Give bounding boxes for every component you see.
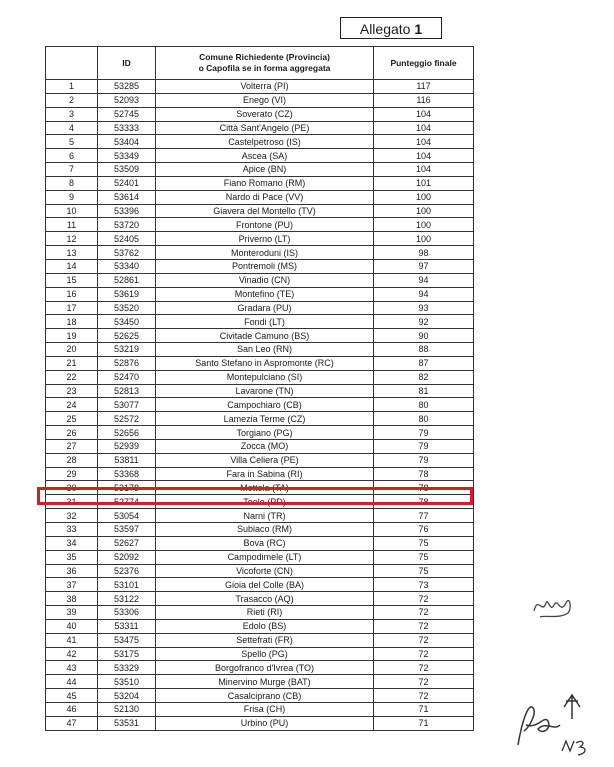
table-row [46, 592, 474, 606]
rank-cell: 21 [46, 356, 98, 370]
score-cell: 93 [374, 301, 474, 315]
comune-cell: Frisa (CH) [156, 702, 374, 716]
id-cell: 53520 [98, 301, 156, 315]
table-row [46, 149, 474, 163]
id-cell: 53720 [98, 218, 156, 232]
rank-cell: 26 [46, 426, 98, 440]
comune-cell: Edolo (BS) [156, 619, 374, 633]
comune-cell: Montepulciano (SI) [156, 370, 374, 384]
id-cell: 53175 [98, 647, 156, 661]
table-row [46, 176, 474, 190]
comune-cell: Fara in Sabina (RI) [156, 467, 374, 481]
table-row [46, 647, 474, 661]
comune-cell: Fiano Romano (RM) [156, 176, 374, 190]
rank-cell: 37 [46, 578, 98, 592]
rank-cell: 11 [46, 218, 98, 232]
comune-cell: Ascea (SA) [156, 149, 374, 163]
id-cell: 52405 [98, 232, 156, 246]
id-cell: 53178 [98, 481, 156, 495]
score-cell: 94 [374, 287, 474, 301]
rank-cell: 13 [46, 246, 98, 260]
score-cell: 104 [374, 135, 474, 149]
score-cell: 100 [374, 190, 474, 204]
rank-cell: 42 [46, 647, 98, 661]
score-cell: 104 [374, 163, 474, 177]
comune-cell: Borgofranco d'Ivrea (TO) [156, 661, 374, 675]
id-cell: 53349 [98, 149, 156, 163]
id-cell: 52401 [98, 176, 156, 190]
comune-cell: Settefrati (FR) [156, 633, 374, 647]
header-comune-line2: o Capofila se in forma aggregata [198, 63, 331, 73]
id-cell: 53311 [98, 619, 156, 633]
score-cell: 79 [374, 426, 474, 440]
table-row [46, 439, 474, 453]
comune-cell: Mottola (TA) [156, 481, 374, 495]
rank-cell: 31 [46, 495, 98, 509]
rank-cell: 15 [46, 273, 98, 287]
rank-cell: 25 [46, 412, 98, 426]
score-cell: 72 [374, 647, 474, 661]
score-cell: 104 [374, 121, 474, 135]
rank-cell: 19 [46, 329, 98, 343]
comune-cell: Lamezia Terme (CZ) [156, 412, 374, 426]
score-cell: 75 [374, 550, 474, 564]
rank-cell: 7 [46, 163, 98, 177]
comune-cell: Vinadio (CN) [156, 273, 374, 287]
score-cell: 72 [374, 689, 474, 703]
id-cell: 53811 [98, 453, 156, 467]
table-row [46, 606, 474, 620]
table-row [46, 619, 474, 633]
table-row [46, 246, 474, 260]
id-cell: 53597 [98, 523, 156, 537]
id-cell: 53054 [98, 509, 156, 523]
comune-cell: Urbino (PU) [156, 716, 374, 730]
rank-cell: 23 [46, 384, 98, 398]
table-row [46, 370, 474, 384]
score-cell: 75 [374, 564, 474, 578]
id-cell: 53450 [98, 315, 156, 329]
score-cell: 80 [374, 398, 474, 412]
id-cell: 52376 [98, 564, 156, 578]
rank-cell: 47 [46, 716, 98, 730]
table-row [46, 384, 474, 398]
ranking-table [45, 46, 474, 731]
score-cell: 75 [374, 536, 474, 550]
table-row [46, 426, 474, 440]
table-row [46, 398, 474, 412]
comune-cell: Spello (PG) [156, 647, 374, 661]
rank-cell: 43 [46, 661, 98, 675]
header-comune [156, 47, 374, 80]
comune-cell: Giavera del Montello (TV) [156, 204, 374, 218]
table-row [46, 564, 474, 578]
score-cell: 77 [374, 509, 474, 523]
allegato-text: Allegato [359, 21, 411, 37]
table-row [46, 633, 474, 647]
comune-cell: Montefino (TE) [156, 287, 374, 301]
id-cell: 53510 [98, 675, 156, 689]
score-cell: 72 [374, 633, 474, 647]
score-cell: 87 [374, 356, 474, 370]
comune-cell: Civitade Camuno (BS) [156, 329, 374, 343]
id-cell: 53762 [98, 246, 156, 260]
rank-cell: 24 [46, 398, 98, 412]
id-cell: 52627 [98, 536, 156, 550]
comune-cell: Minervino Murge (BAT) [156, 675, 374, 689]
table-row [46, 315, 474, 329]
rank-cell: 45 [46, 689, 98, 703]
rank-cell: 5 [46, 135, 98, 149]
comune-cell: Frontone (PU) [156, 218, 374, 232]
id-cell: 52939 [98, 439, 156, 453]
comune-cell: Campochiaro (CB) [156, 398, 374, 412]
rank-cell: 9 [46, 190, 98, 204]
score-cell: 72 [374, 675, 474, 689]
table-row [46, 481, 474, 495]
rank-cell: 1 [46, 80, 98, 94]
table-row [46, 135, 474, 149]
rank-cell: 32 [46, 509, 98, 523]
score-cell: 104 [374, 149, 474, 163]
table-row [46, 661, 474, 675]
table-row [46, 523, 474, 537]
comune-cell: Trasacco (AQ) [156, 592, 374, 606]
rank-cell: 30 [46, 481, 98, 495]
id-cell: 53333 [98, 121, 156, 135]
comune-cell: Apice (BN) [156, 163, 374, 177]
score-cell: 100 [374, 232, 474, 246]
allegato-label [340, 17, 442, 39]
score-cell: 100 [374, 218, 474, 232]
rank-cell: 40 [46, 619, 98, 633]
score-cell: 71 [374, 702, 474, 716]
table-row [46, 550, 474, 564]
score-cell: 104 [374, 107, 474, 121]
id-cell: 53619 [98, 287, 156, 301]
rank-cell: 22 [46, 370, 98, 384]
id-cell: 52092 [98, 550, 156, 564]
rank-cell: 18 [46, 315, 98, 329]
comune-cell: Gioia del Colle (BA) [156, 578, 374, 592]
score-cell: 82 [374, 370, 474, 384]
id-cell: 52813 [98, 384, 156, 398]
score-cell: 72 [374, 606, 474, 620]
score-cell: 78 [374, 467, 474, 481]
table-row [46, 495, 474, 509]
rank-cell: 39 [46, 606, 98, 620]
table-row [46, 93, 474, 107]
header-score: Punteggio finale [374, 47, 474, 80]
table-row [46, 689, 474, 703]
table-row [46, 80, 474, 94]
id-cell: 53475 [98, 633, 156, 647]
comune-cell: Enego (VI) [156, 93, 374, 107]
rank-cell: 34 [46, 536, 98, 550]
id-cell: 53204 [98, 689, 156, 703]
id-cell: 53404 [98, 135, 156, 149]
score-cell: 71 [374, 716, 474, 730]
comune-cell: Villa Celiera (PE) [156, 453, 374, 467]
comune-cell: Zocca (MO) [156, 439, 374, 453]
comune-cell: Santo Stefano in Aspromonte (RC) [156, 356, 374, 370]
comune-cell: Rieti (RI) [156, 606, 374, 620]
comune-cell: Monteroduni (IS) [156, 246, 374, 260]
id-cell: 52876 [98, 356, 156, 370]
rank-cell: 10 [46, 204, 98, 218]
comune-cell: Fondi (LT) [156, 315, 374, 329]
id-cell: 53340 [98, 259, 156, 273]
rank-cell: 44 [46, 675, 98, 689]
comune-cell: Volterra (PI) [156, 80, 374, 94]
comune-cell: Lavarone (TN) [156, 384, 374, 398]
rank-cell: 33 [46, 523, 98, 537]
score-cell: 72 [374, 592, 474, 606]
score-cell: 88 [374, 343, 474, 357]
id-cell: 53077 [98, 398, 156, 412]
score-cell: 80 [374, 412, 474, 426]
id-cell: 53306 [98, 606, 156, 620]
table-row [46, 509, 474, 523]
handwritten-initials-1 [530, 585, 578, 625]
score-cell: 72 [374, 619, 474, 633]
id-cell: 52861 [98, 273, 156, 287]
comune-cell: Priverno (LT) [156, 232, 374, 246]
score-cell: 97 [374, 259, 474, 273]
comune-cell: Casalciprano (CB) [156, 689, 374, 703]
table-row [46, 467, 474, 481]
rank-cell: 16 [46, 287, 98, 301]
table-row [46, 273, 474, 287]
table-row [46, 204, 474, 218]
rank-cell: 46 [46, 702, 98, 716]
comune-cell: Nardo di Pace (VV) [156, 190, 374, 204]
score-cell: 79 [374, 453, 474, 467]
score-cell: 73 [374, 578, 474, 592]
id-cell: 53368 [98, 467, 156, 481]
score-cell: 72 [374, 661, 474, 675]
score-cell: 116 [374, 93, 474, 107]
comune-cell: Torgiano (PG) [156, 426, 374, 440]
score-cell: 117 [374, 80, 474, 94]
score-cell: 79 [374, 439, 474, 453]
table-row [46, 412, 474, 426]
id-cell: 52093 [98, 93, 156, 107]
header-num [46, 47, 98, 80]
rank-cell: 12 [46, 232, 98, 246]
id-cell: 53122 [98, 592, 156, 606]
comune-cell: Campodimele (LT) [156, 550, 374, 564]
id-cell: 52130 [98, 702, 156, 716]
rank-cell: 4 [46, 121, 98, 135]
rank-cell: 3 [46, 107, 98, 121]
comune-cell: Gradara (PU) [156, 301, 374, 315]
comune-cell: Soverato (CZ) [156, 107, 374, 121]
header-id: ID [98, 47, 156, 80]
id-cell: 53509 [98, 163, 156, 177]
table-row [46, 232, 474, 246]
rank-cell: 36 [46, 564, 98, 578]
allegato-number: 1 [414, 21, 423, 37]
score-cell: 92 [374, 315, 474, 329]
comune-cell: Città Sant'Angelo (PE) [156, 121, 374, 135]
table-row [46, 716, 474, 730]
table-row [46, 702, 474, 716]
score-cell: 90 [374, 329, 474, 343]
id-cell: 52470 [98, 370, 156, 384]
comune-cell: Narni (TR) [156, 509, 374, 523]
table-row [46, 218, 474, 232]
table-row [46, 675, 474, 689]
score-cell: 76 [374, 523, 474, 537]
id-cell: 52774 [98, 495, 156, 509]
score-cell: 81 [374, 384, 474, 398]
rank-cell: 41 [46, 633, 98, 647]
table-row [46, 356, 474, 370]
table-header-row [46, 47, 474, 80]
id-cell: 53614 [98, 190, 156, 204]
comune-cell: Pontremoli (MS) [156, 259, 374, 273]
table-row [46, 453, 474, 467]
header-comune-line1: Comune Richiedente (Provincia) [199, 52, 330, 62]
score-cell: 78 [374, 481, 474, 495]
table-row [46, 259, 474, 273]
table-row [46, 121, 474, 135]
handwritten-signature-2 [508, 685, 600, 763]
table-row [46, 578, 474, 592]
rank-cell: 29 [46, 467, 98, 481]
comune-cell: Vicoforte (CN) [156, 564, 374, 578]
table-row [46, 329, 474, 343]
rank-cell: 2 [46, 93, 98, 107]
rank-cell: 27 [46, 439, 98, 453]
table-row [46, 343, 474, 357]
table-row [46, 301, 474, 315]
rank-cell: 17 [46, 301, 98, 315]
id-cell: 52745 [98, 107, 156, 121]
rank-cell: 8 [46, 176, 98, 190]
score-cell: 78 [374, 495, 474, 509]
rank-cell: 14 [46, 259, 98, 273]
id-cell: 52625 [98, 329, 156, 343]
score-cell: 101 [374, 176, 474, 190]
table-row [46, 107, 474, 121]
id-cell: 52572 [98, 412, 156, 426]
rank-cell: 38 [46, 592, 98, 606]
comune-cell: San Leo (RN) [156, 343, 374, 357]
comune-cell: Teolo (PD) [156, 495, 374, 509]
table-row [46, 163, 474, 177]
table-row [46, 287, 474, 301]
rank-cell: 20 [46, 343, 98, 357]
id-cell: 52656 [98, 426, 156, 440]
id-cell: 53101 [98, 578, 156, 592]
id-cell: 53329 [98, 661, 156, 675]
id-cell: 53219 [98, 343, 156, 357]
table-row [46, 190, 474, 204]
table-row [46, 536, 474, 550]
id-cell: 53285 [98, 80, 156, 94]
comune-cell: Bova (RC) [156, 536, 374, 550]
rank-cell: 6 [46, 149, 98, 163]
rank-cell: 35 [46, 550, 98, 564]
comune-cell: Castelpetroso (IS) [156, 135, 374, 149]
comune-cell: Subiaco (RM) [156, 523, 374, 537]
id-cell: 53531 [98, 716, 156, 730]
id-cell: 53396 [98, 204, 156, 218]
score-cell: 94 [374, 273, 474, 287]
score-cell: 98 [374, 246, 474, 260]
rank-cell: 28 [46, 453, 98, 467]
score-cell: 100 [374, 204, 474, 218]
